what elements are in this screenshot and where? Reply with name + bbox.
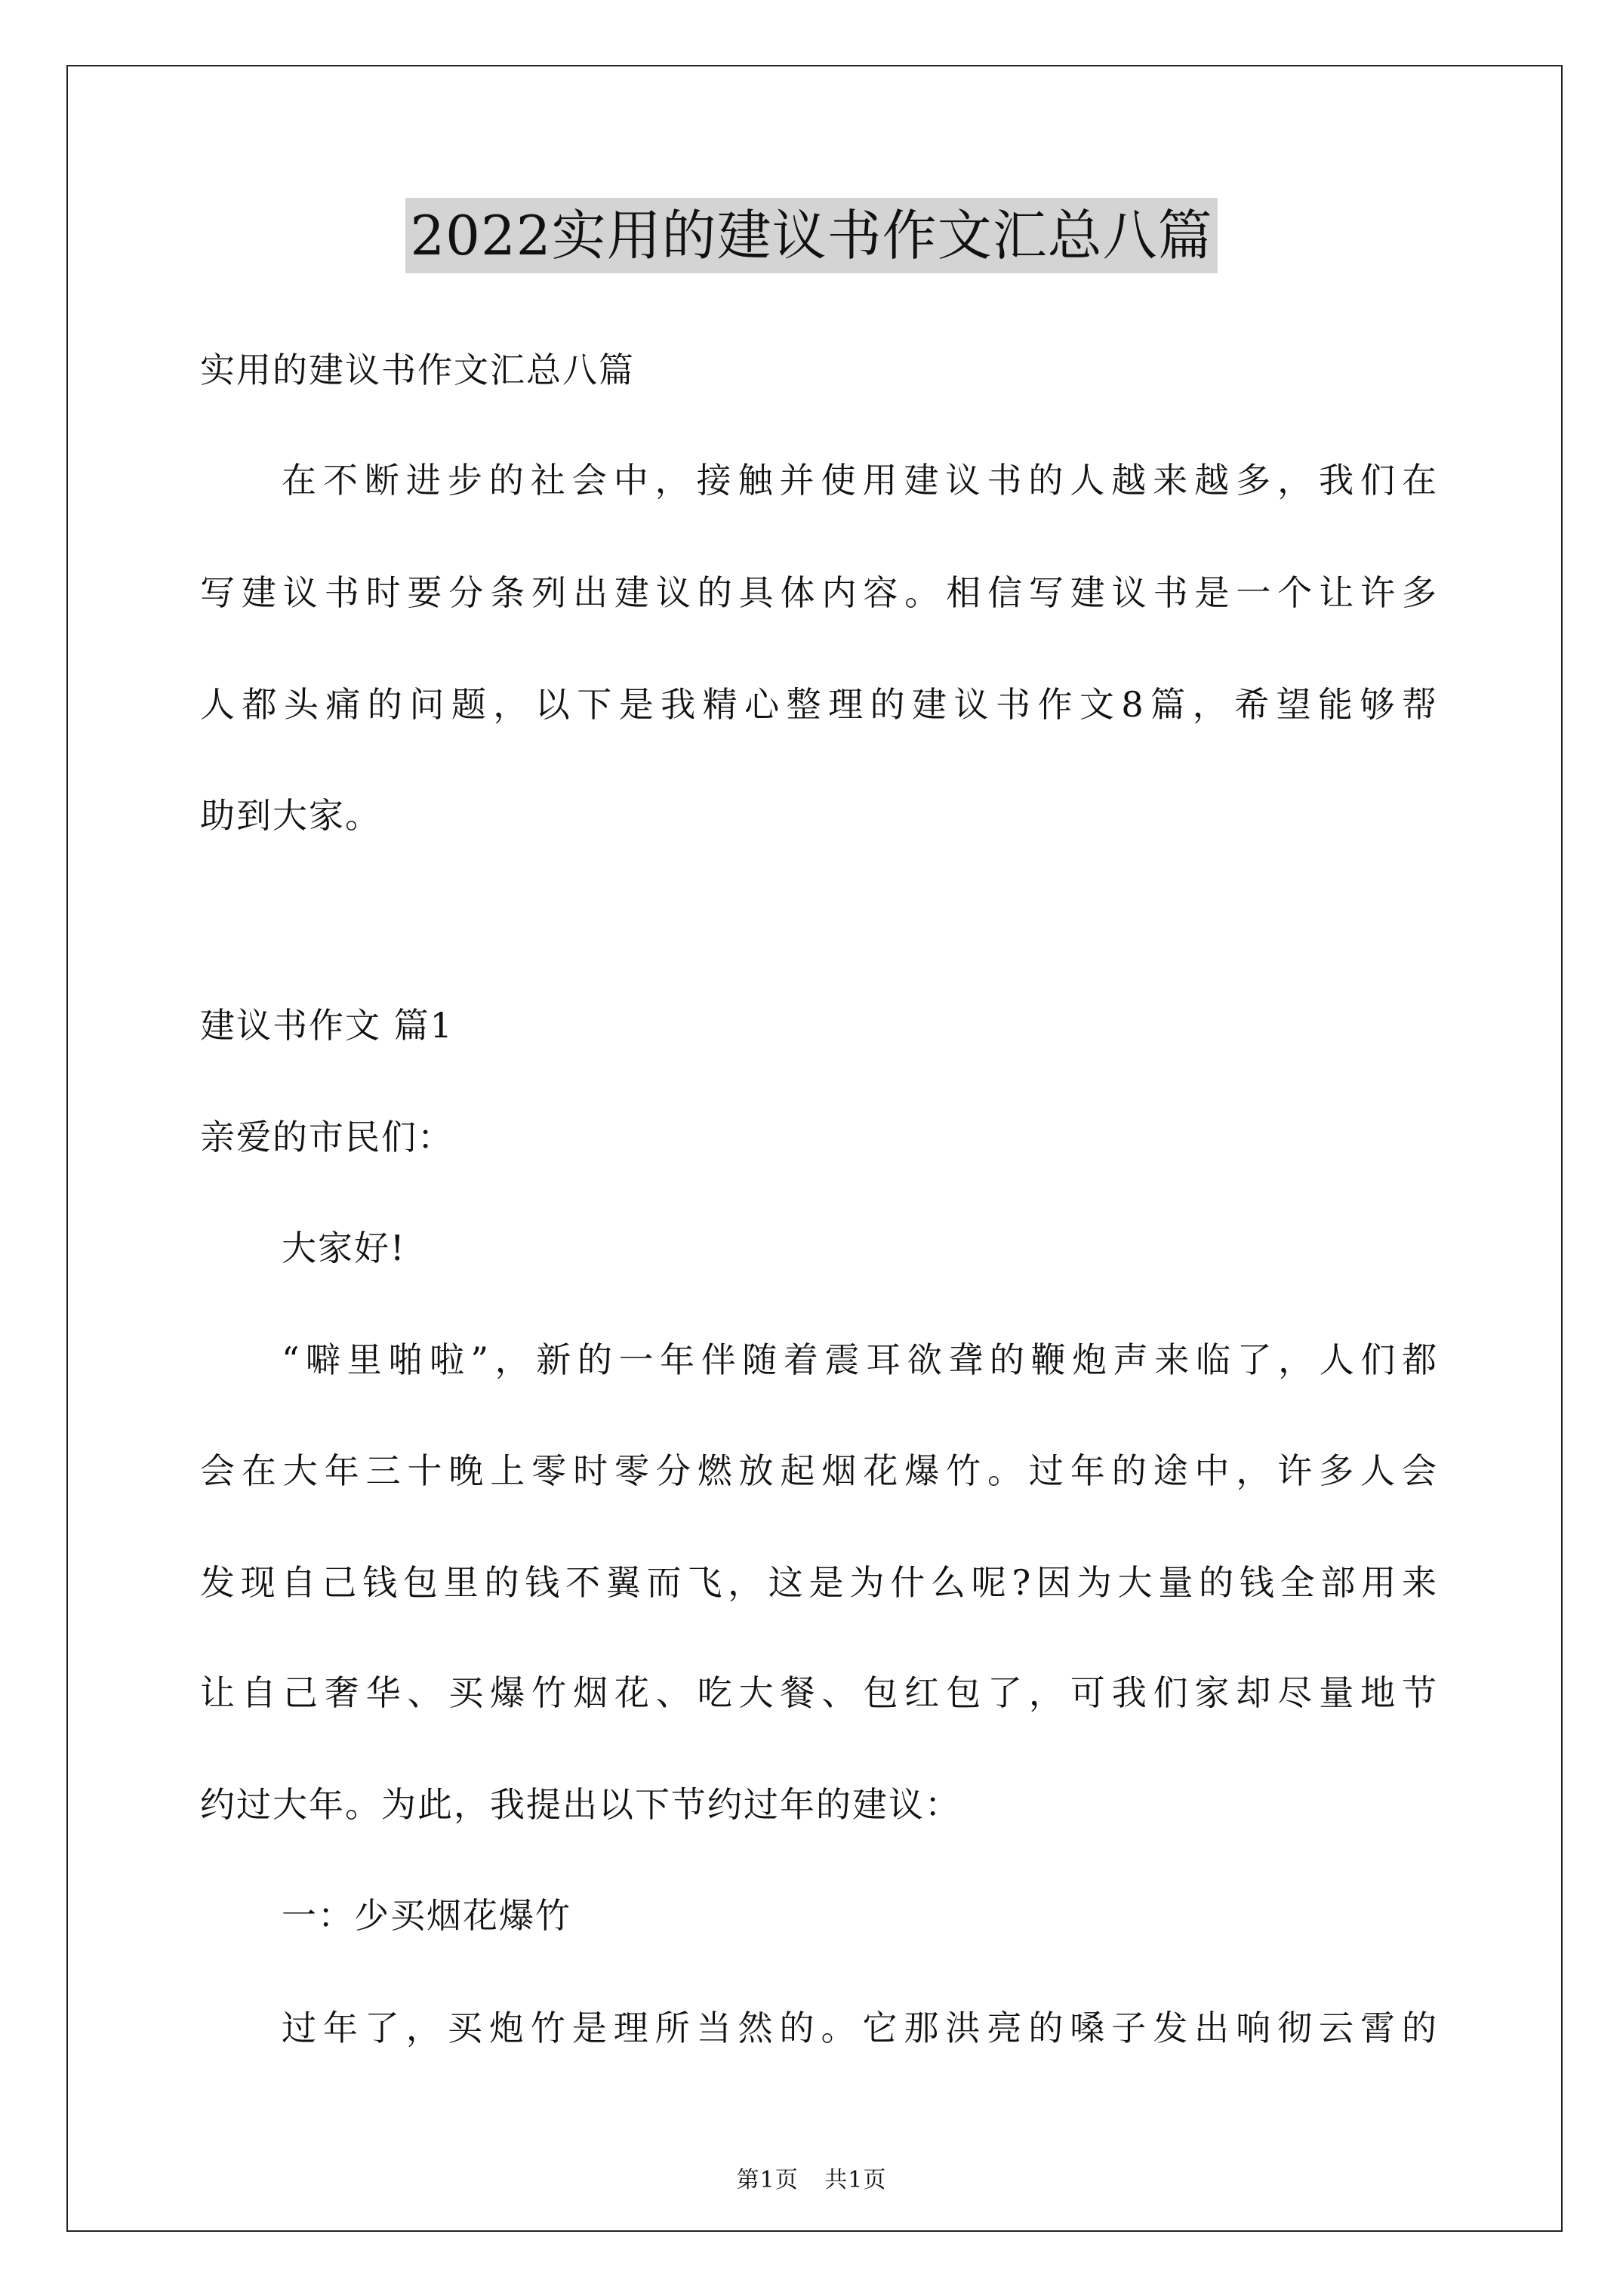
intro-line-2: 写建议书时要分条列出建议的具体内容。相信写建议书是一个让许多 (200, 572, 1438, 613)
body-line-4: 让自己奢华、买爆竹烟花、吃大餐、包红包了，可我们家却尽量地节 (200, 1672, 1438, 1713)
intro-line-4: 助到大家。 (200, 795, 381, 836)
title-wrap (0, 198, 1623, 273)
page-footer (0, 2165, 1623, 2196)
body-last-line: 过年了，买炮竹是理所当然的。它那洪亮的嗓子发出响彻云霄的 (282, 2008, 1438, 2048)
intro-line-3: 人都头痛的问题，以下是我精心整理的建议书作文8篇，希望能够帮 (200, 684, 1438, 725)
body-line-5: 约过大年。为此，我提出以下节约过年的建议： (200, 1784, 961, 1825)
page-number-total: 共1页 (824, 2167, 887, 2193)
body-line-1: “噼里啪啦”，新的一年伴随着震耳欲聋的鞭炮声来临了，人们都 (282, 1339, 1438, 1380)
intro-line-1: 在不断进步的社会中，接触并使用建议书的人越来越多，我们在 (282, 460, 1438, 501)
section-heading: 建议书作文 篇1 (200, 1005, 454, 1046)
subtitle: 实用的建议书作文汇总八篇 (200, 350, 635, 390)
page-number-current: 第1页 (736, 2167, 799, 2193)
document-title: 2022实用的建议书作文汇总八篇 (405, 198, 1217, 273)
body-line-3: 发现自己钱包里的钱不翼而飞，这是为什么呢?因为大量的钱全部用来 (200, 1562, 1438, 1603)
greeting: 大家好! (282, 1228, 406, 1268)
point-1-heading: 一：少买烟花爆竹 (282, 1895, 571, 1936)
salutation: 亲爱的市民们： (200, 1117, 454, 1157)
body-line-2: 会在大年三十晚上零时零分燃放起烟花爆竹。过年的途中，许多人会 (200, 1450, 1438, 1491)
